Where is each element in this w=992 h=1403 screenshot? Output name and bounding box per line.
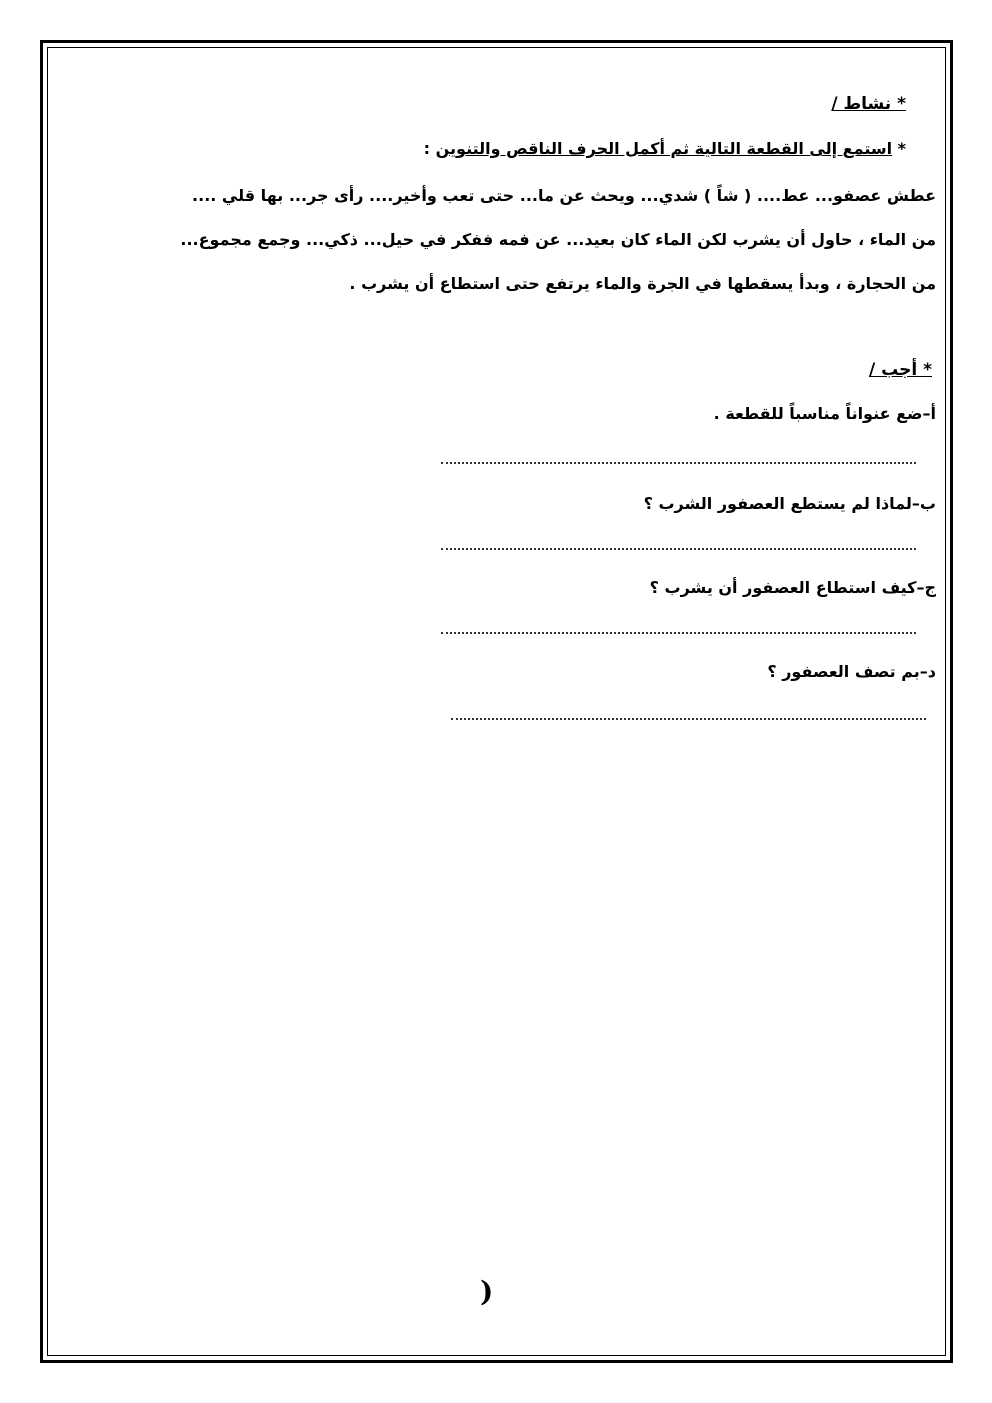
instruction-tail: : [423, 139, 436, 158]
passage-line-2: من الماء ، حاول أن يشرب لكن الماء كان بعيد... عن فمه ففكر في حيل... ذكي... وجمع مجموع... [180, 230, 936, 249]
activity-heading: * نشاط / [831, 94, 906, 114]
passage-line-1: عطش عصفو... عط.... ( شاً ) شدي... ويحث عن ما... حتى تعب وأخير.... رأى جر... بها قلي .... [192, 186, 936, 205]
answer-line-a[interactable] [441, 462, 916, 464]
answer-line-b[interactable] [441, 548, 916, 550]
instruction-text: استمع إلى القطعة التالية ثم أكمل الحرف الناقص والتنوين [435, 139, 893, 158]
instruction-star: * [892, 139, 906, 158]
instruction [424, 139, 906, 158]
answer-line-d[interactable] [451, 718, 926, 720]
answer-heading: * أجب / [868, 360, 932, 380]
question-c: ج–كيف استطاع العصفور أن يشرب ؟ [649, 578, 936, 597]
answer-line-c[interactable] [441, 632, 916, 634]
question-d: د–بم تصف العصفور ؟ [767, 662, 936, 681]
question-b: ب–لماذا لم يستطع العصفور الشرب ؟ [643, 494, 936, 513]
footer-mark: ) [480, 1275, 494, 1308]
question-a: أ–ضع عنواناً مناسباً للقطعة . [713, 404, 936, 423]
passage-line-3: من الحجارة ، وبدأ يسقطها في الجرة والماء يرتفع حتى استطاع أن يشرب . [349, 274, 936, 293]
